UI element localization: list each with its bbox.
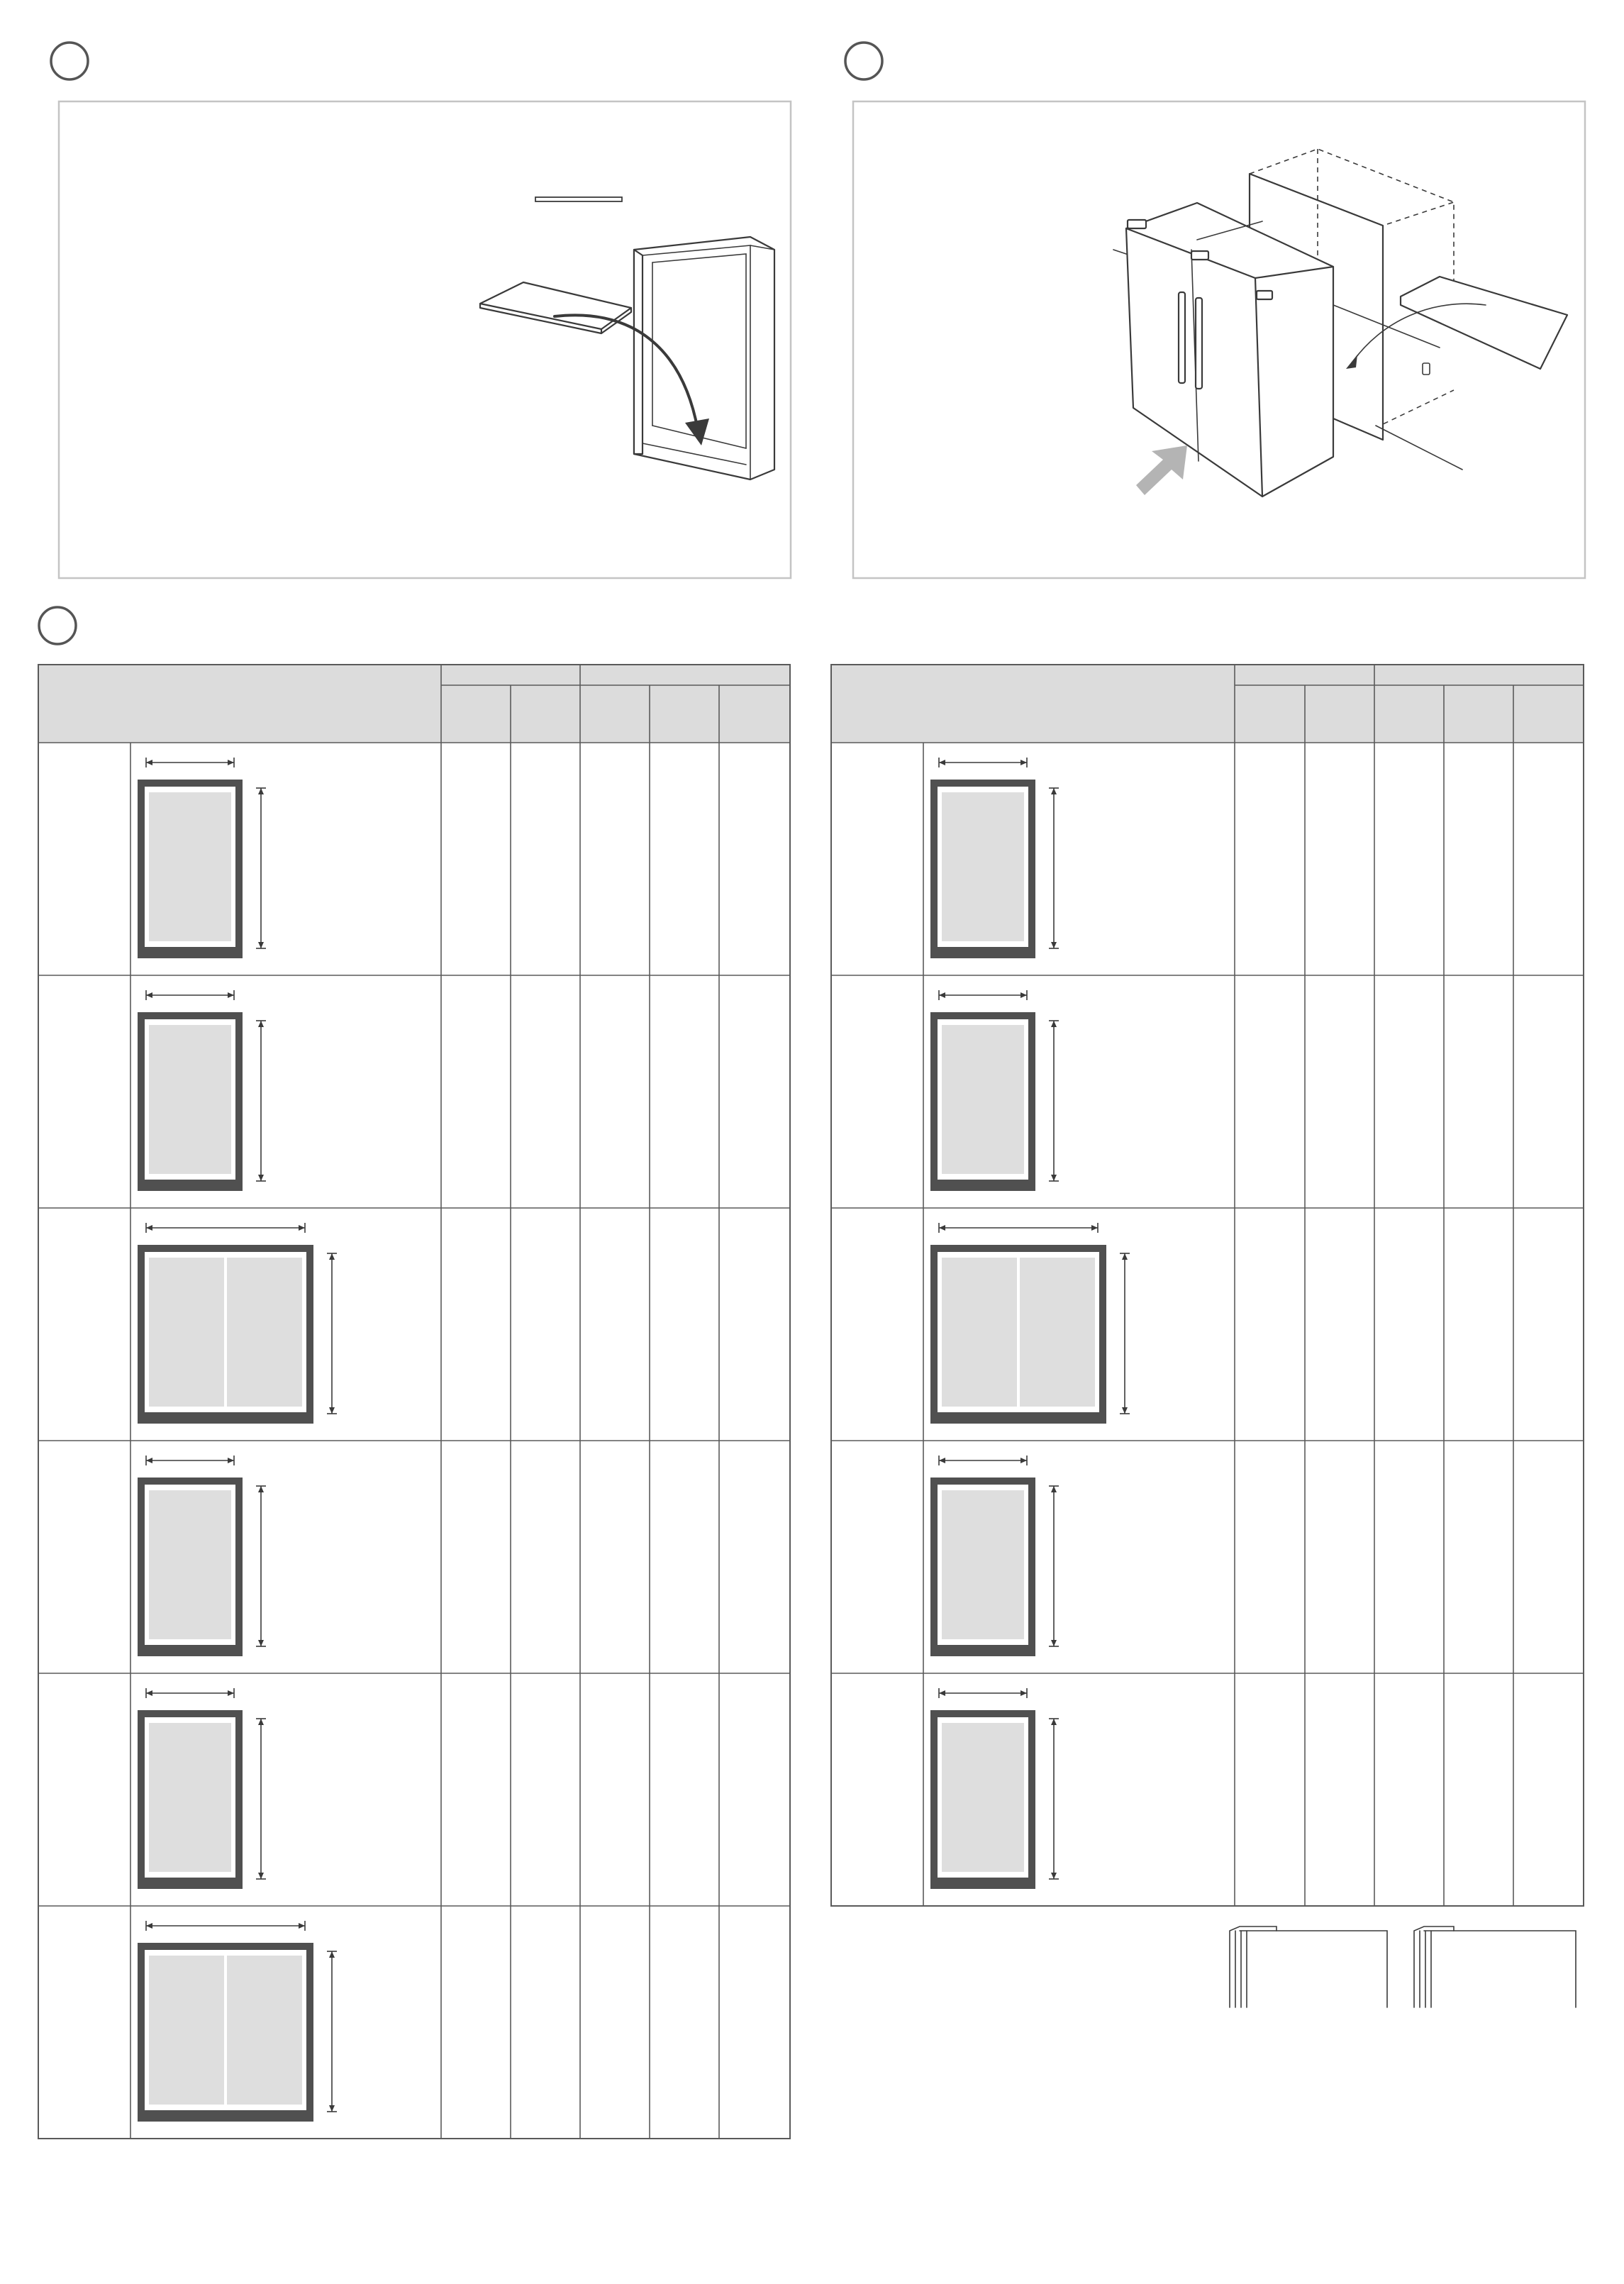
single-door-fridge-icon xyxy=(138,780,243,958)
fridge-door-panel xyxy=(149,1490,231,1639)
panel-shelf-insert xyxy=(59,101,791,578)
single-door-fridge-icon xyxy=(930,780,1035,958)
width-dimension-icon xyxy=(146,990,234,1000)
dimension-tables xyxy=(38,665,1584,2139)
single-door-fridge-icon xyxy=(930,1012,1035,1191)
panel-appliance-placement xyxy=(853,101,1585,578)
table-row xyxy=(930,1223,1130,1424)
table-row xyxy=(138,1921,337,2122)
width-dimension-icon xyxy=(146,1688,234,1698)
width-dimension-icon xyxy=(939,990,1027,1000)
height-dimension-icon xyxy=(327,1951,337,2112)
double-door-fridge-icon xyxy=(138,1245,313,1424)
cabinet-icon xyxy=(634,237,774,479)
fridge-handle-left-icon xyxy=(1179,292,1185,383)
table-row xyxy=(138,1456,266,1656)
top-hinge-left-icon xyxy=(1128,220,1146,228)
table-row xyxy=(138,758,266,958)
height-dimension-icon xyxy=(1120,1253,1130,1414)
height-dimension-icon xyxy=(327,1253,337,1414)
door-edge-detail-left xyxy=(1230,1927,1387,2007)
dimension-table-right xyxy=(831,665,1584,1906)
table-row xyxy=(930,990,1059,1191)
top-hinge-middle-icon xyxy=(1191,251,1208,260)
width-dimension-icon xyxy=(146,1921,305,1931)
width-dimension-icon xyxy=(939,1223,1098,1233)
width-dimension-icon xyxy=(939,758,1027,767)
table-row xyxy=(930,758,1059,958)
height-dimension-icon xyxy=(256,1486,266,1646)
fridge-door-panel xyxy=(942,792,1024,941)
fridge-door-panel xyxy=(149,1723,231,1872)
width-dimension-icon xyxy=(146,1223,305,1233)
shelf-strip-icon xyxy=(535,197,622,201)
step-marker-3-icon xyxy=(39,607,76,644)
fridge-handle-right-icon xyxy=(1196,298,1202,389)
single-door-fridge-icon xyxy=(138,1478,243,1656)
height-dimension-icon xyxy=(1049,1021,1059,1181)
single-door-fridge-icon xyxy=(138,1012,243,1191)
table-row xyxy=(138,990,266,1191)
fridge-door-panel xyxy=(942,1490,1024,1639)
table-row xyxy=(930,1456,1059,1656)
table-row xyxy=(138,1688,266,1889)
width-dimension-icon xyxy=(939,1688,1027,1698)
height-dimension-icon xyxy=(256,1719,266,1879)
fridge-door-panel xyxy=(942,1723,1024,1872)
height-dimension-icon xyxy=(1049,788,1059,948)
width-dimension-icon xyxy=(146,1456,234,1465)
table-header xyxy=(38,665,790,743)
step-marker-1-icon xyxy=(51,43,88,79)
fridge-door-panel xyxy=(149,1956,224,2105)
table-row xyxy=(138,1223,337,1424)
height-dimension-icon xyxy=(256,788,266,948)
table-header xyxy=(831,665,1584,743)
door-edge-detail-right xyxy=(1414,1927,1576,2007)
single-door-fridge-icon xyxy=(930,1710,1035,1889)
height-dimension-icon xyxy=(1049,1719,1059,1879)
double-door-fridge-icon xyxy=(930,1245,1106,1424)
fridge-door-panel xyxy=(942,1258,1017,1407)
double-door-fridge-icon xyxy=(138,1943,313,2122)
width-dimension-icon xyxy=(939,1456,1027,1465)
width-dimension-icon xyxy=(146,758,234,767)
step-marker-2-icon xyxy=(845,43,882,79)
single-door-fridge-icon xyxy=(138,1710,243,1889)
hinge-bracket-icon xyxy=(1423,363,1430,375)
fridge-door-panel xyxy=(149,1258,224,1407)
fridge-door-panel xyxy=(227,1956,302,2105)
dimension-table-left xyxy=(38,665,790,2139)
top-hinge-right-icon xyxy=(1257,291,1272,299)
fridge-door-panel xyxy=(149,792,231,941)
height-dimension-icon xyxy=(1049,1486,1059,1646)
table-row xyxy=(930,1688,1059,1889)
fridge-door-panel xyxy=(149,1025,231,1174)
fridge-door-panel xyxy=(227,1258,302,1407)
single-door-fridge-icon xyxy=(930,1478,1035,1656)
height-dimension-icon xyxy=(256,1021,266,1181)
fridge-door-panel xyxy=(1020,1258,1095,1407)
fridge-door-panel xyxy=(942,1025,1024,1174)
